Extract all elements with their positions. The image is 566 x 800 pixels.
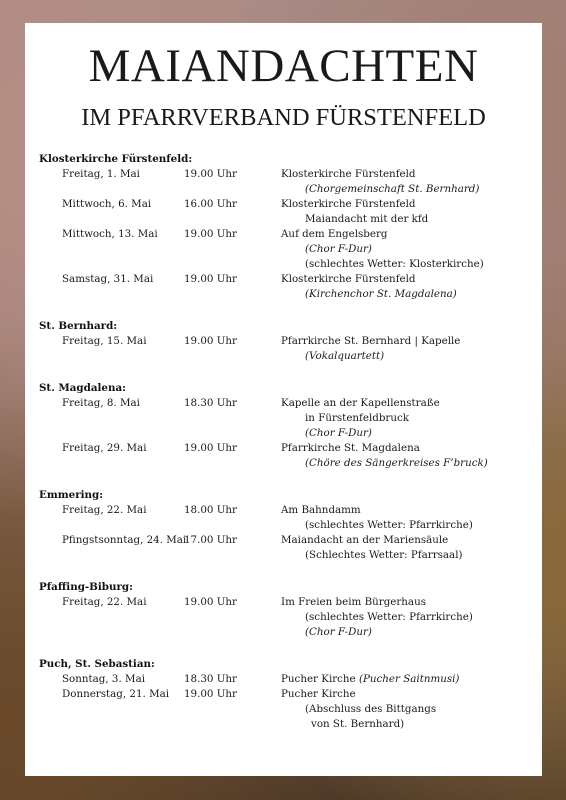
schedule-section [39, 488, 534, 563]
event-detail: (Abschluss des Bittgangs [305, 703, 437, 715]
event-location-name: Pucher Kirche [281, 673, 356, 685]
event-entry [39, 441, 534, 471]
event-location-name: Am Bahndamm [281, 504, 361, 516]
event-detail: (schlechtes Wetter: Klosterkirche) [305, 258, 484, 270]
event-date: Freitag, 8. Mai [62, 397, 140, 409]
event-location [281, 595, 426, 610]
event-location [281, 503, 361, 518]
event-date: Donnerstag, 21. Mai [62, 688, 170, 700]
event-entry [39, 687, 534, 732]
event-location [281, 533, 448, 548]
event-line [39, 672, 534, 687]
event-line [39, 167, 534, 182]
event-location-note: (Pucher Saitnmusi) [358, 673, 460, 685]
event-detail: von St. Bernhard) [311, 718, 405, 730]
event-detail-line [39, 257, 534, 272]
event-location-name: Kapelle an der Kapellenstraße [281, 397, 440, 409]
event-detail: Maiandacht mit der kfd [305, 213, 429, 225]
event-line [39, 687, 534, 702]
event-location [281, 441, 420, 456]
page-subtitle: IM PFARRVERBAND FÜRSTENFELD [81, 104, 486, 131]
section-heading: St. Bernhard: [39, 320, 118, 332]
event-line [39, 334, 534, 349]
event-location [281, 197, 415, 212]
event-entry [39, 227, 534, 272]
event-line [39, 396, 534, 411]
event-entry [39, 503, 534, 533]
event-detail: (Chor F-Dur) [305, 427, 372, 439]
section-heading: St. Magdalena: [39, 382, 126, 394]
event-detail-line [39, 426, 534, 441]
event-entry [39, 272, 534, 302]
event-detail-line [39, 625, 534, 640]
event-line [39, 272, 534, 287]
event-time: 16.00 Uhr [184, 198, 237, 210]
event-line [39, 503, 534, 518]
event-time: 19.00 Uhr [184, 335, 237, 347]
event-detail: (Chöre des Sängerkreises F’bruck) [305, 457, 488, 469]
schedule-section [39, 381, 534, 471]
event-date: Pfingstsonntag, 24. Mai [62, 534, 187, 546]
event-location-name: Pucher Kirche [281, 688, 356, 700]
event-date: Freitag, 22. Mai [62, 596, 147, 608]
event-line [39, 595, 534, 610]
event-detail-line [39, 411, 534, 426]
event-detail: in Fürstenfeldbruck [305, 412, 409, 424]
event-location-name: Pfarrkirche St. Magdalena [281, 442, 420, 454]
schedule-section [39, 319, 534, 364]
event-time: 19.00 Uhr [184, 273, 237, 285]
event-entry [39, 396, 534, 441]
event-time: 19.00 Uhr [184, 168, 237, 180]
section-heading: Emmering: [39, 489, 104, 501]
schedule-section [39, 580, 534, 640]
event-entry [39, 533, 534, 563]
event-line [39, 227, 534, 242]
event-entry [39, 595, 534, 640]
section-heading: Puch, St. Sebastian: [39, 658, 155, 670]
event-detail-line [39, 702, 534, 717]
event-detail-line [39, 717, 534, 732]
event-detail: (schlechtes Wetter: Pfarrkirche) [305, 611, 473, 623]
event-detail-line [39, 349, 534, 364]
event-detail: (Chor F-Dur) [305, 243, 372, 255]
event-entry [39, 197, 534, 227]
event-location [281, 687, 356, 702]
event-entry [39, 167, 534, 197]
page-title: MAIANDACHTEN [88, 40, 479, 92]
event-entry [39, 334, 534, 364]
schedule-sections [39, 152, 534, 749]
event-detail: (Chorgemeinschaft St. Bernhard) [305, 183, 480, 195]
event-time: 17.00 Uhr [184, 534, 237, 546]
event-location-name: Auf dem Engelsberg [281, 228, 388, 240]
event-date: Sonntag, 3. Mai [62, 673, 146, 685]
event-location-name: Klosterkirche Fürstenfeld [281, 273, 416, 285]
event-detail: (schlechtes Wetter: Pfarrkirche) [305, 519, 473, 531]
schedule-section [39, 152, 534, 302]
schedule-section [39, 657, 534, 732]
event-detail-line [39, 212, 534, 227]
event-detail-line [39, 456, 534, 471]
event-detail: (Schlechtes Wetter: Pfarrsaal) [305, 549, 463, 561]
event-date: Freitag, 29. Mai [62, 442, 147, 454]
event-location [281, 672, 459, 687]
event-location-name: Klosterkirche Fürstenfeld [281, 168, 416, 180]
event-location [281, 272, 415, 287]
event-time: 19.00 Uhr [184, 688, 237, 700]
event-date: Mittwoch, 13. Mai [62, 228, 158, 240]
event-detail-line [39, 610, 534, 625]
event-location-name: Im Freien beim Bürgerhaus [281, 596, 426, 608]
event-date: Samstag, 31. Mai [62, 273, 154, 285]
event-date: Mittwoch, 6. Mai [62, 198, 152, 210]
event-date: Freitag, 1. Mai [62, 168, 140, 180]
event-time: 19.00 Uhr [184, 442, 237, 454]
flyer-page [25, 23, 542, 776]
event-location-name: Pfarrkirche St. Bernhard | Kapelle [281, 335, 461, 347]
event-location [281, 227, 387, 242]
event-location [281, 396, 440, 411]
event-detail: (Vokalquartett) [305, 350, 385, 362]
event-detail: (Kirchenchor St. Magdalena) [305, 288, 457, 300]
event-detail-line [39, 518, 534, 533]
event-detail-line [39, 287, 534, 302]
event-detail-line [39, 548, 534, 563]
event-line [39, 197, 534, 212]
event-line [39, 441, 534, 456]
event-time: 19.00 Uhr [184, 228, 237, 240]
event-time: 18.30 Uhr [184, 397, 237, 409]
event-time: 18.30 Uhr [184, 673, 237, 685]
event-date: Freitag, 22. Mai [62, 504, 147, 516]
event-location-name: Klosterkirche Fürstenfeld [281, 198, 416, 210]
event-location-name: Maiandacht an der Mariensäule [281, 534, 449, 546]
event-location [281, 167, 415, 182]
event-detail-line [39, 182, 534, 197]
event-line [39, 533, 534, 548]
event-time: 19.00 Uhr [184, 596, 237, 608]
section-heading: Pfaffing-Biburg: [39, 581, 133, 593]
event-date: Freitag, 15. Mai [62, 335, 147, 347]
event-detail-line [39, 242, 534, 257]
event-detail: (Chor F-Dur) [305, 626, 372, 638]
section-heading: Klosterkirche Fürstenfeld: [39, 153, 193, 165]
event-time: 18.00 Uhr [184, 504, 237, 516]
event-location [281, 334, 460, 349]
event-entry [39, 672, 534, 687]
